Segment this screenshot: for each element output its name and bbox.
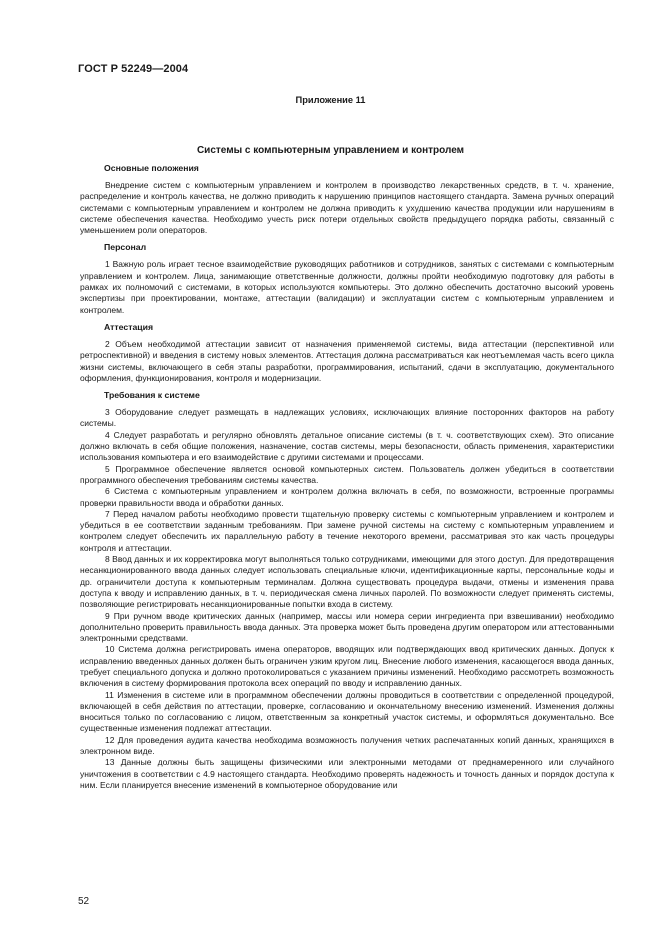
paragraph: 7 Перед началом работы необходимо провести тщательную проверку системы с компьютерным управлением и контролем и убедиться в ее соответствии заданным требованиям. При замене ручной системы на систему с компьютерным управлением и контролем следует обеспечить их параллельную работу в течение некоторого времени, рассматривая это как часть процедуры контроля и аттестации. [80,508,614,553]
paragraph: 5 Программное обеспечение является основой компьютерных систем. Пользователь должен убедиться в соответствии программного обеспечения требованиям системы качества. [80,463,614,485]
paragraph: 2 Объем необходимой аттестации зависит от назначения применяемой системы, вида аттестации (перспективной или ретроспективной) и введения в систему новых элементов. Аттестация должна рассматриваться как неотъемлемая часть всего цикла жизни системы, включающего в себя этапы разработки, программирования, испытаний, сдачи в эксплуатацию, документального оформления, функционирования, контроля и модернизации. [80,338,614,383]
paragraph: 6 Система с компьютерным управлением и контролем должна включать в себя, по возможности, встроенные программы проверки правильности ввода и обработки данных. [80,486,614,508]
section-heading: Аттестация [104,321,154,332]
paragraph: Внедрение систем с компьютерным управлением и контролем в производство лекарственных средств, в т. ч. хранение, распределение и контроль качества, не должно приводить к нарушению принципов настоящего стандарта. Замена ручных операций системами с компьютерным управлением и контролем не должна приводить к ухудшению качества продукции или нарушениям в системе обеспечения качества. Необходимо учесть риск потери отдельных свойств предыдущего порядка работы, связанный с уменьшением роли операторов. [80,180,614,236]
section-heading: Персонал [104,242,147,253]
paragraph: 1 Важную роль играет тесное взаимодействие руководящих работников и сотрудников, занятых с системами с компьютерным управлением и контролем. Лица, занимающие ответственные должности, должны пройти необходимую подготовку для работы в рамках их полномочий с системами, в которых используются компьютеры. Это должно обеспечить достаточно высокий уровень экспертизы при проектировании, монтаже, аттестации (валидации) и эксплуатации систем с компьютерным управлением и контролем. [80,259,614,315]
appendix-label: Приложение 11 [295,95,366,105]
paragraph: 3 Оборудование следует размещать в надлежащих условиях, исключающих влияние посторонних факторов на работу системы. [80,407,614,429]
section-heading: Требования к системе [104,390,200,401]
paragraph: 12 Для проведения аудита качества необходима возможность получения четких распечатанных копий данных, хранящихся в электронном виде. [80,734,614,757]
section-system-requirements [80,389,614,791]
paragraph: 11 Изменения в системе или в программном обеспечении должны проводиться в соответствии с определенной процедурой, включающей в себя действия по аттестации, проверке, согласованию и окончательному внесению изменений. Изменения должны вноситься только по согласованию с лицом, ответственным за конкретный участок системы, и оформляться документально. Все существенные изменения подлежат аттестации. [80,689,614,734]
document-code: ГОСТ Р 52249—2004 [78,63,189,75]
section-general [80,162,614,236]
paragraph: 4 Следует разработать и регулярно обновлять детальное описание системы (в т. ч. соответствующих схем). Это описание должно включать в себя общие положения, назначение, состав системы, меры безопасности, область применения, характеристики использования компьютера и его взаимодействие с другими системами и процессами. [80,429,614,463]
section-validation [80,321,614,384]
section-heading: Основные положения [104,163,199,173]
paragraph: 8 Ввод данных и их корректировка могут выполняться только сотрудниками, имеющими для этого доступ. Для предотвращения несанкционированного ввода данных следует использовать специальные ключи, идентификационные карты, персональные коды и др. ограничители доступа к компьютерным терминалам. Должна существовать процедура выдачи, отмены и изменения права доступа к вводу и исправлению данных, в т. ч. периодическая смена личных паролей. По возможности следует применять системы, позволяющие регистрировать несанкционированные попытки входа в систему. [80,554,614,610]
section-personnel [80,241,614,315]
section-title: Системы с компьютерным управлением и контролем [196,145,465,156]
paragraph: 10 Система должна регистрировать имена операторов, вводящих или подтверждающих ввод критических данных. Допуск к исправлению введенных данных должен быть ограничен узким кругом лиц. Внесение любого изменения, касающегося ввода данных, требует специального допуска и должно протоколироваться с указанием причины изменений. Необходимо рассмотреть возможность включения в систему формирования протокола всех операций по вводу и исправлению данных. [80,644,614,689]
paragraph: 13 Данные должны быть защищены физическими или электронными методами от преднамеренного или случайного уничтожения в соответствии с 4.9 настоящего стандарта. Необходимо проверять надежность и точность данных и порядок доступа к ним. Если планируется внесение изменений в компьютерное оборудование или [80,757,614,790]
document-body [80,162,614,796]
paragraph: 9 При ручном вводе критических данных (например, массы или номера серии ингредиента при взвешивании) необходимо дополнительно проверить правильность ввода данных. Эта проверка может быть проведена другим оператором или аттестованными электронными средствами. [80,610,614,644]
page-number: 52 [78,896,90,907]
